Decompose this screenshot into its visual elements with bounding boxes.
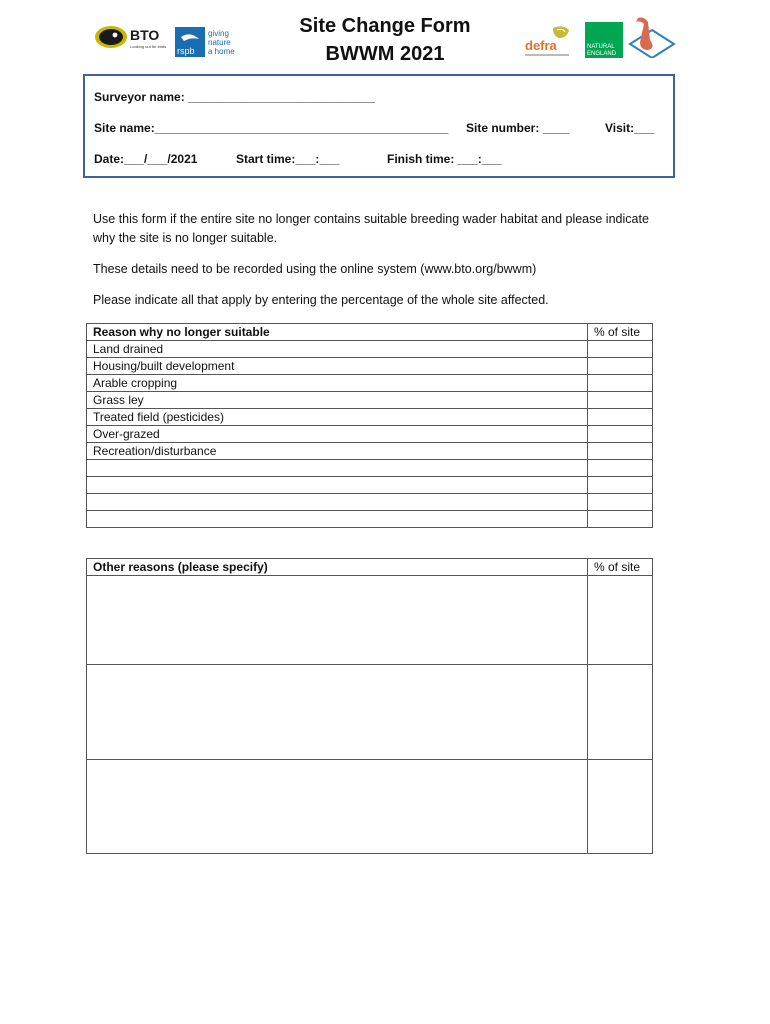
reason-input-cell[interactable] [87, 460, 588, 477]
table-header-row [87, 324, 653, 341]
reason-column-header: Reason why no longer suitable [87, 324, 588, 341]
bto-logo-text: BTO [130, 27, 160, 43]
svg-text:a home: a home [208, 47, 235, 56]
percent-input-cell[interactable] [588, 665, 653, 760]
percent-input-cell[interactable] [588, 426, 653, 443]
survey-details-box [83, 74, 675, 178]
svg-text:giving: giving [208, 29, 229, 38]
other-reason-input-cell[interactable] [87, 576, 588, 665]
table-row [87, 392, 653, 409]
defra-logo [523, 24, 575, 65]
percent-input-cell[interactable] [588, 375, 653, 392]
natural-england-logo [585, 22, 623, 63]
percent-input-cell[interactable] [588, 494, 653, 511]
table-row [87, 494, 653, 511]
instruction-paragraph-1: Use this form if the entire site no longer contains suitable breeding wader habitat and please indicate why the site is no longer suitable. [93, 212, 649, 245]
percent-input-cell[interactable] [588, 460, 653, 477]
reason-cell: Over-grazed [87, 426, 588, 443]
reason-cell: Treated field (pesticides) [87, 409, 588, 426]
rspb-logo [175, 27, 241, 62]
reason-cell: Housing/built development [87, 358, 588, 375]
table-row [87, 665, 653, 760]
other-reasons-table [86, 558, 653, 854]
percent-input-cell[interactable] [588, 341, 653, 358]
table-row [87, 576, 653, 665]
percent-input-cell[interactable] [588, 392, 653, 409]
table-row [87, 460, 653, 477]
reasons-table [86, 323, 653, 528]
title-line-2: BWWM 2021 [325, 43, 445, 65]
page-title [270, 12, 500, 68]
instruction-paragraph-3: Please indicate all that apply by entering the percentage of the whole site affected. [93, 293, 549, 307]
percent-input-cell[interactable] [588, 409, 653, 426]
table-header-row [87, 559, 653, 576]
table-row [87, 760, 653, 854]
site-number-field[interactable]: Site number: ____ [466, 121, 570, 135]
svg-text:NATURAL: NATURAL [587, 44, 615, 50]
table-row [87, 426, 653, 443]
date-field[interactable]: Date:___/___/2021 [94, 152, 198, 166]
svg-text:ENGLAND: ENGLAND [587, 51, 617, 57]
reason-input-cell[interactable] [87, 511, 588, 528]
reason-cell: Grass ley [87, 392, 588, 409]
table-row [87, 409, 653, 426]
percent-input-cell[interactable] [588, 760, 653, 854]
reason-cell: Arable cropping [87, 375, 588, 392]
svg-text:rspb: rspb [177, 46, 195, 56]
table-row [87, 443, 653, 460]
visit-field[interactable]: Visit:___ [605, 121, 655, 135]
table-row [87, 358, 653, 375]
svg-text:defra: defra [525, 38, 557, 53]
table-row [87, 375, 653, 392]
reason-input-cell[interactable] [87, 477, 588, 494]
reason-cell: Land drained [87, 341, 588, 358]
table-row [87, 511, 653, 528]
table-row [87, 477, 653, 494]
svg-text:Looking out for birds: Looking out for birds [130, 44, 167, 49]
start-time-field[interactable]: Start time:___:___ [236, 152, 340, 166]
instruction-paragraph-2: These details need to be recorded using the online system (www.bto.org/bwwm) [93, 262, 537, 276]
percent-input-cell[interactable] [588, 443, 653, 460]
percent-input-cell[interactable] [588, 358, 653, 375]
reason-input-cell[interactable] [87, 494, 588, 511]
site-name-field[interactable]: Site name:____________________________________________ [94, 121, 449, 135]
title-line-1: Site Change Form [299, 15, 471, 37]
bto-logo [94, 24, 170, 55]
percent-input-cell[interactable] [588, 511, 653, 528]
svg-text:nature: nature [208, 38, 231, 47]
reason-cell: Recreation/disturbance [87, 443, 588, 460]
finish-time-field[interactable]: Finish time: ___:___ [387, 152, 502, 166]
other-reason-column-header: Other reasons (please specify) [87, 559, 588, 576]
percent-input-cell[interactable] [588, 576, 653, 665]
bwwm-wader-logo [628, 14, 676, 63]
percent-column-header: % of site [588, 324, 653, 341]
table-row [87, 341, 653, 358]
other-reason-input-cell[interactable] [87, 665, 588, 760]
other-reason-input-cell[interactable] [87, 760, 588, 854]
surveyor-name-field[interactable]: Surveyor name: ____________________________ [94, 90, 375, 104]
percent-input-cell[interactable] [588, 477, 653, 494]
percent-column-header: % of site [588, 559, 653, 576]
